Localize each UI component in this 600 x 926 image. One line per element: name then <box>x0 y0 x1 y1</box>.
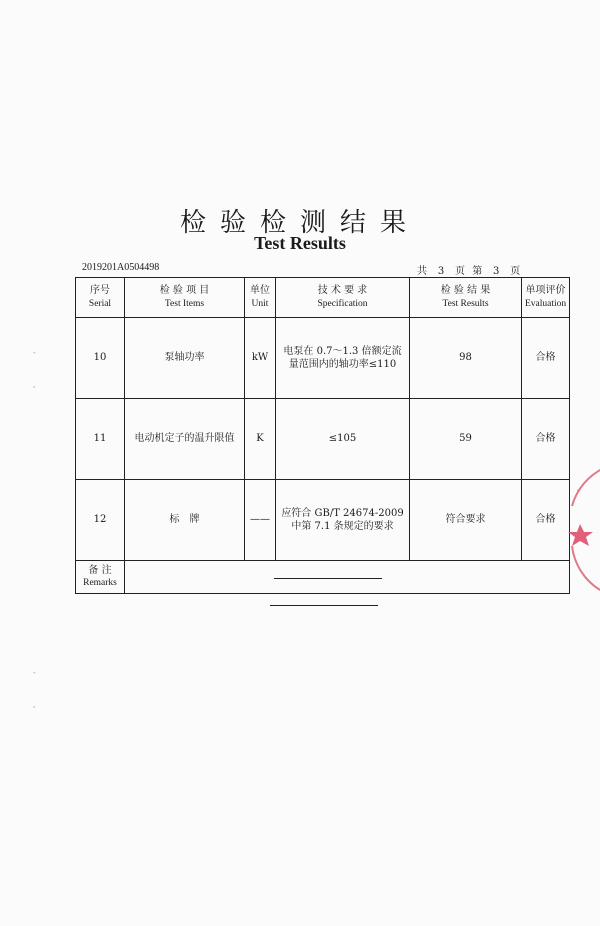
margin-mark: - <box>33 668 36 677</box>
cell-item: 电动机定子的温升限值 <box>125 399 245 480</box>
cell-result: 98 <box>410 318 522 399</box>
remarks-row <box>76 561 570 594</box>
report-number: 2019201A0504498 <box>82 262 160 273</box>
cell-unit: kW <box>245 318 276 399</box>
table-row <box>76 318 570 399</box>
page-indicator <box>415 262 522 278</box>
remarks-label: 备 注 Remarks <box>76 561 125 594</box>
remarks-content <box>125 561 570 594</box>
cell-evaluation: 合格 <box>522 480 570 561</box>
cell-item: 泵轴功率 <box>125 318 245 399</box>
red-seal-stamp <box>566 466 600 596</box>
column-header-test-items: 检 验 项 目 Test Items <box>125 278 245 318</box>
cell-serial: 10 <box>76 318 125 399</box>
table-row <box>76 480 570 561</box>
cell-serial: 11 <box>76 399 125 480</box>
cell-spec: 应符合 GB/T 24674-2009 中第 7.1 条规定的要求 <box>276 480 410 561</box>
column-header-test-results: 检 验 结 果 Test Results <box>410 278 522 318</box>
page-total-label: 共 <box>417 266 427 277</box>
margin-mark: , <box>33 380 36 389</box>
margin-mark: - <box>33 348 36 357</box>
cell-evaluation: 合格 <box>522 318 570 399</box>
page-current-label: 第 <box>472 266 483 277</box>
cell-unit: K <box>245 399 276 480</box>
page-title-en: Test Results <box>254 233 346 253</box>
cell-result: 符合要求 <box>410 480 522 561</box>
cell-spec: 电泵在 0.7～1.3 倍额定流量范围内的轴功率≤110 <box>276 318 410 399</box>
cell-item: 标 牌 <box>125 480 245 561</box>
svg-text:·: · <box>576 484 580 497</box>
column-header-serial: 序号 Serial <box>76 278 125 318</box>
column-header-specification: 技 术 要 求 Specification <box>276 278 410 318</box>
table-row <box>76 399 570 480</box>
margin-mark: , <box>33 700 36 709</box>
cell-evaluation: 合格 <box>522 399 570 480</box>
page-title-cn: 检验检测结果 <box>179 208 420 238</box>
column-header-evaluation: 单项评价 Evaluation <box>522 278 570 318</box>
table-header-row <box>76 278 570 318</box>
page-current: 3 <box>486 266 506 278</box>
page-total: 3 <box>431 266 451 278</box>
page-unit-2: 页 <box>510 266 521 277</box>
document-end-line <box>270 605 378 606</box>
page-unit: 页 <box>455 266 465 277</box>
cell-serial: 12 <box>76 480 125 561</box>
cell-spec: ≤105 <box>276 399 410 480</box>
remarks-end-line <box>274 578 382 579</box>
cell-unit: —— <box>245 480 276 561</box>
cell-result: 59 <box>410 399 522 480</box>
results-table <box>75 277 570 594</box>
column-header-unit: 单位 Unit <box>245 278 276 318</box>
